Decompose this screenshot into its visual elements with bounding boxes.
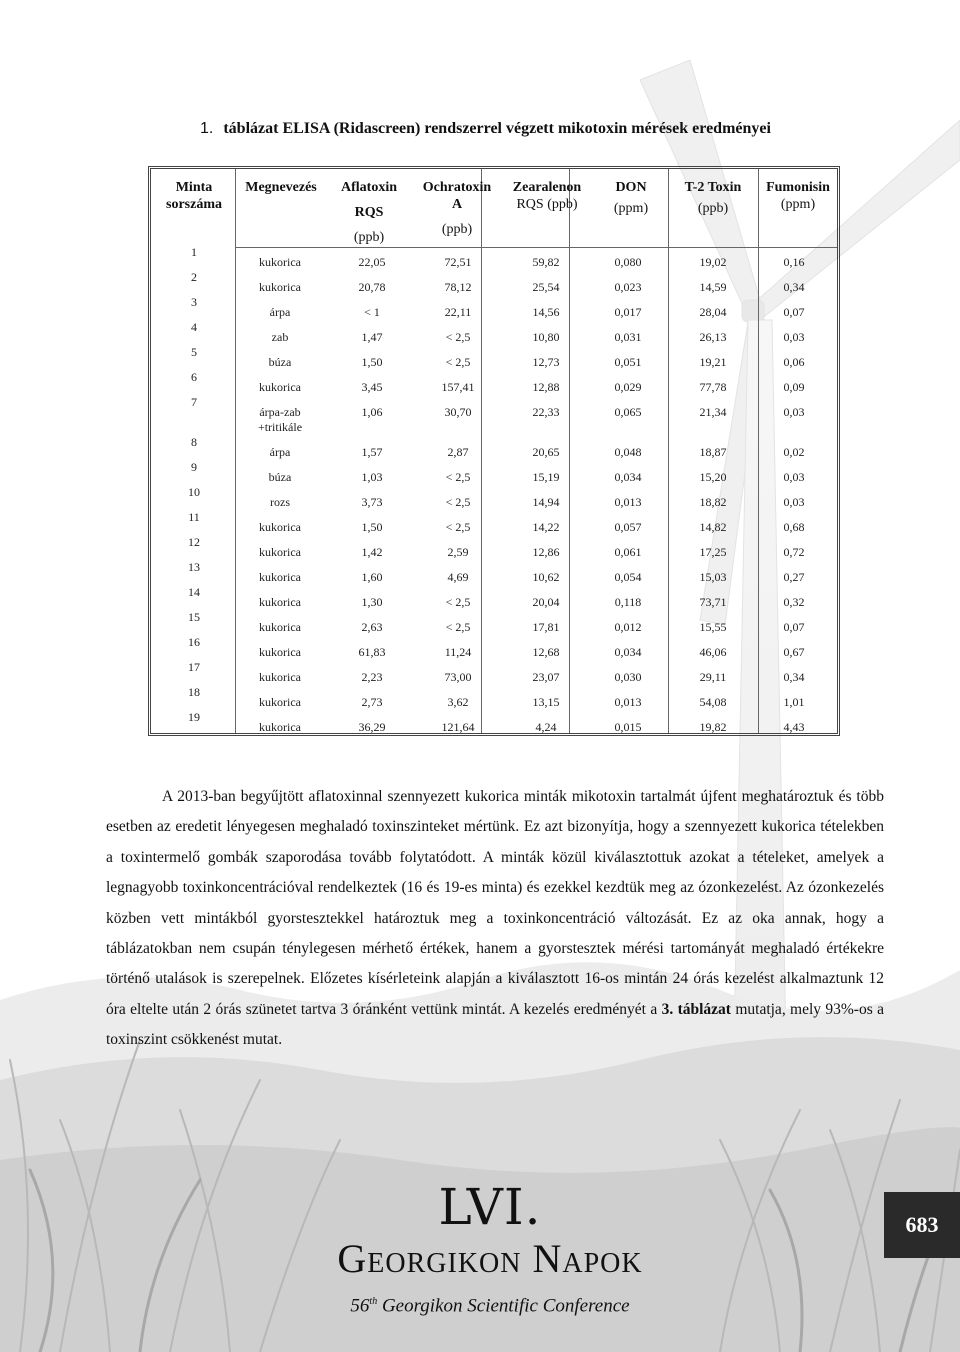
header-aflatoxin: Aflatoxin RQS (ppb) [341,180,397,245]
page-number: 683 [884,1192,960,1258]
table-cell-fumo: 0,07 [783,620,805,634]
header-zearalenon: Zearalenon RQS (ppb) [512,180,582,212]
table-cell-don: 0,048 [614,445,642,459]
row-number: 10 [188,485,200,499]
table-cell-zea: 23,07 [532,670,560,684]
table-cell-don: 0,017 [614,305,642,319]
logo-subtitle: 56th Georgikon Scientific Conference [350,1295,630,1317]
header-sample-number: Minta sorszáma [166,180,222,212]
table-cell-name-line2: +tritikále [257,420,303,434]
table-cell-ochra: 3,62 [447,695,469,709]
table-cell-fumo: 0,34 [783,670,805,684]
header-divider [235,247,837,248]
table-cell-ochra: < 2,5 [445,355,471,369]
table-cell-don: 0,051 [614,355,642,369]
table-cell-name: kukorica [259,670,301,684]
table-cell-don: 0,118 [614,595,642,609]
table-cell-name: kukorica [259,570,301,584]
table-cell-t2: 15,20 [699,470,727,484]
table-cell-t2: 19,02 [699,255,727,269]
table-cell-name: kukorica [259,380,301,394]
table-cell-name: árpa [269,305,291,319]
table-cell-fumo: 0,32 [783,595,805,609]
table-cell-afla: 20,78 [358,280,386,294]
logo-title: Georgikon Napok [337,1236,643,1281]
table-cell-afla: 1,42 [361,545,383,559]
table-cell-afla: 1,06 [361,405,383,419]
row-number: 12 [188,535,200,549]
table-cell-name: kukorica [259,695,301,709]
row-number: 11 [188,510,200,524]
header-don: DON (ppm) [613,180,649,216]
table-cell-afla: 1,47 [361,330,383,344]
table-cell-zea: 22,33 [532,405,560,419]
table-reference: 3. táblázat [661,1000,731,1018]
table-cell-t2: 15,55 [699,620,727,634]
table-cell-t2: 77,78 [699,380,727,394]
table-cell-afla: 2,23 [361,670,383,684]
table-cell-afla: < 1 [364,305,380,319]
table-cell-zea: 14,22 [532,520,560,534]
table-cell-zea: 14,94 [532,495,560,509]
table-cell-zea: 13,15 [532,695,560,709]
table-cell-zea: 14,56 [532,305,560,319]
table-cell-name: rozs [270,495,290,509]
table-cell-fumo: 0,68 [783,520,805,534]
conference-logo [290,1180,690,1320]
row-number: 4 [191,320,197,334]
row-number: 9 [191,460,197,474]
table-cell-ochra: < 2,5 [445,470,471,484]
table-cell-fumo: 0,03 [783,330,805,344]
table-cell-t2: 54,08 [699,695,727,709]
table-cell-fumo: 0,09 [783,380,805,394]
table-cell-fumo: 0,02 [783,445,805,459]
paragraph-text-2: mutatja, mely 93%-os a toxinszint csökkenést mutat. [106,1000,884,1049]
table-cell-ochra: 78,12 [444,280,472,294]
table-cell-name: kukorica [259,595,301,609]
row-number: 18 [188,685,200,699]
table-cell-t2: 21,34 [699,405,727,419]
table-cell-fumo: 0,06 [783,355,805,369]
table-cell-don: 0,029 [614,380,642,394]
table-cell-zea: 15,19 [532,470,560,484]
table-cell-don: 0,080 [614,255,642,269]
table-cell-zea: 20,65 [532,445,560,459]
header-ochratoxin: Ochratoxin A (ppb) [422,180,492,237]
table-cell-t2: 19,82 [699,720,727,734]
row-number: 17 [188,660,200,674]
table-cell-zea: 12,73 [532,355,560,369]
table-cell-afla: 1,60 [361,570,383,584]
header-fumonisin: Fumonisin (ppm) [766,180,830,212]
logo-roman-numeral: LVI. [438,1178,542,1236]
body-paragraph [106,782,884,1056]
table-cell-ochra: 121,64 [441,720,475,734]
table-cell-zea: 17,81 [532,620,560,634]
table-cell-name: búza [268,355,292,369]
table-cell-don: 0,012 [614,620,642,634]
table-cell-afla: 36,29 [358,720,386,734]
table-cell-t2: 19,21 [699,355,727,369]
table-cell-ochra: < 2,5 [445,330,471,344]
table-cell-ochra: 4,69 [447,570,469,584]
caption-number: 1. [200,120,214,137]
table-cell-don: 0,057 [614,520,642,534]
table-cell-t2: 28,04 [699,305,727,319]
table-cell-ochra: < 2,5 [445,620,471,634]
row-number: 2 [191,270,197,284]
table-cell-name: kukorica [259,545,301,559]
table-cell-ochra: < 2,5 [445,495,471,509]
table-cell-don: 0,061 [614,545,642,559]
table-cell-zea: 4,24 [535,720,557,734]
table-cell-zea: 59,82 [532,255,560,269]
table-cell-t2: 73,71 [699,595,727,609]
table-caption [200,120,771,138]
table-cell-afla: 3,73 [361,495,383,509]
table-cell-afla: 1,50 [361,355,383,369]
results-table [148,166,840,736]
table-cell-afla: 1,03 [361,470,383,484]
row-number: 3 [191,295,197,309]
table-cell-t2: 18,82 [699,495,727,509]
table-cell-ochra: 2,87 [447,445,469,459]
row-number: 1 [191,245,197,259]
table-cell-don: 0,054 [614,570,642,584]
table-cell-name: kukorica [259,620,301,634]
table-cell-fumo: 0,03 [783,470,805,484]
table-cell-don: 0,030 [614,670,642,684]
row-number: 8 [191,435,197,449]
table-cell-ochra: < 2,5 [445,595,471,609]
table-cell-ochra: < 2,5 [445,520,471,534]
table-cell-afla: 22,05 [358,255,386,269]
table-cell-don: 0,065 [614,405,642,419]
table-cell-zea: 10,62 [532,570,560,584]
table-cell-fumo: 1,01 [783,695,805,709]
table-cell-don: 0,013 [614,495,642,509]
table-cell-zea: 20,04 [532,595,560,609]
table-cell-fumo: 0,72 [783,545,805,559]
table-cell-afla: 2,73 [361,695,383,709]
table-cell-name: kukorica [259,520,301,534]
paragraph-text-1: A 2013-ban begyűjtött aflatoxinnal szennyezett kukorica minták mikotoxin tartalmát újfent meghatároztuk és több esetben az eredetit lényegesen meghaladó toxinszinteket mértünk. Ez azt bizonyítja, hogy a szennyezett kukorica tételekben a toxintermelő gombák szaporodása tovább folytatódott. A minták közül kiválasztottuk azokat a tételeket, amelyek a legnagyobb toxinkoncentrációval rendelkeztek (16 és 19-es minta) és ezekkel kezdtük meg az ózonkezelést. Az ózonkezelés közben vett mintákból gyorstesztekkel határoztuk meg a toxinkoncentráció változását. Ez az oka annak, hogy a táblázatokban nem csupán ténylegesen mérhető értékek, hanem a gyorstesztek mérési tartományát meghaladó értékekre történő utalások is szerepelnek. Előzetes kísérleteink alapján a kiválasztott 16-os mintán 24 órás kezelést alkalmaztunk 12 óra eltelte után 2 órás szünetet tartva 3 óránként vettünk mintát. A kezelés eredményét a [106,788,884,1018]
table-cell-zea: 12,86 [532,545,560,559]
row-number: 7 [191,395,197,409]
table-cell-name: kukorica [259,720,301,734]
table-cell-afla: 61,83 [358,645,386,659]
table-cell-t2: 14,82 [699,520,727,534]
table-cell-ochra: 73,00 [444,670,472,684]
table-cell-fumo: 0,03 [783,495,805,509]
table-cell-name: árpa [269,445,291,459]
table-cell-fumo: 0,27 [783,570,805,584]
header-name: Megnevezés [245,180,317,195]
table-cell-t2: 29,11 [699,670,727,684]
table-cell-don: 0,013 [614,695,642,709]
table-cell-fumo: 0,67 [783,645,805,659]
table-cell-don: 0,015 [614,720,642,734]
table-cell-don: 0,034 [614,470,642,484]
row-number: 13 [188,560,200,574]
row-number: 6 [191,370,197,384]
table-cell-t2: 46,06 [699,645,727,659]
table-cell-name: búza [268,470,292,484]
table-cell-fumo: 0,07 [783,305,805,319]
table-cell-zea: 12,88 [532,380,560,394]
table-cell-fumo: 0,16 [783,255,805,269]
row-number: 14 [188,585,200,599]
table-cell-name: kukorica [259,280,301,294]
table-cell-afla: 1,30 [361,595,383,609]
table-cell-t2: 15,03 [699,570,727,584]
table-cell-ochra: 72,51 [444,255,472,269]
header-t2-toxin: T-2 Toxin (ppb) [684,180,742,216]
row-number: 15 [188,610,200,624]
table-cell-t2: 26,13 [699,330,727,344]
table-cell-afla: 1,50 [361,520,383,534]
table-cell-zea: 10,80 [532,330,560,344]
table-cell-afla: 3,45 [361,380,383,394]
table-cell-t2: 14,59 [699,280,727,294]
table-cell-zea: 25,54 [532,280,560,294]
table-cell-zea: 12,68 [532,645,560,659]
table-cell-name: árpa-zab [259,405,301,419]
table-cell-t2: 18,87 [699,445,727,459]
table-cell-don: 0,023 [614,280,642,294]
table-cell-afla: 1,57 [361,445,383,459]
table-cell-ochra: 30,70 [444,405,472,419]
table-cell-t2: 17,25 [699,545,727,559]
table-cell-ochra: 2,59 [447,545,469,559]
table-cell-fumo: 4,43 [783,720,805,734]
table-cell-don: 0,034 [614,645,642,659]
table-cell-ochra: 22,11 [444,305,472,319]
row-number: 5 [191,345,197,359]
table-cell-fumo: 0,03 [783,405,805,419]
table-cell-afla: 2,63 [361,620,383,634]
table-cell-name: kukorica [259,645,301,659]
table-cell-name: kukorica [259,255,301,269]
table-cell-fumo: 0,34 [783,280,805,294]
table-cell-ochra: 157,41 [441,380,475,394]
row-number: 19 [188,710,200,724]
row-number: 16 [188,635,200,649]
table-cell-ochra: 11,24 [444,645,472,659]
caption-title: táblázat ELISA (Ridascreen) rendszerrel végzett mikotoxin mérések eredményei [223,120,771,137]
table-cell-don: 0,031 [614,330,642,344]
table-cell-name: zab [271,330,289,344]
